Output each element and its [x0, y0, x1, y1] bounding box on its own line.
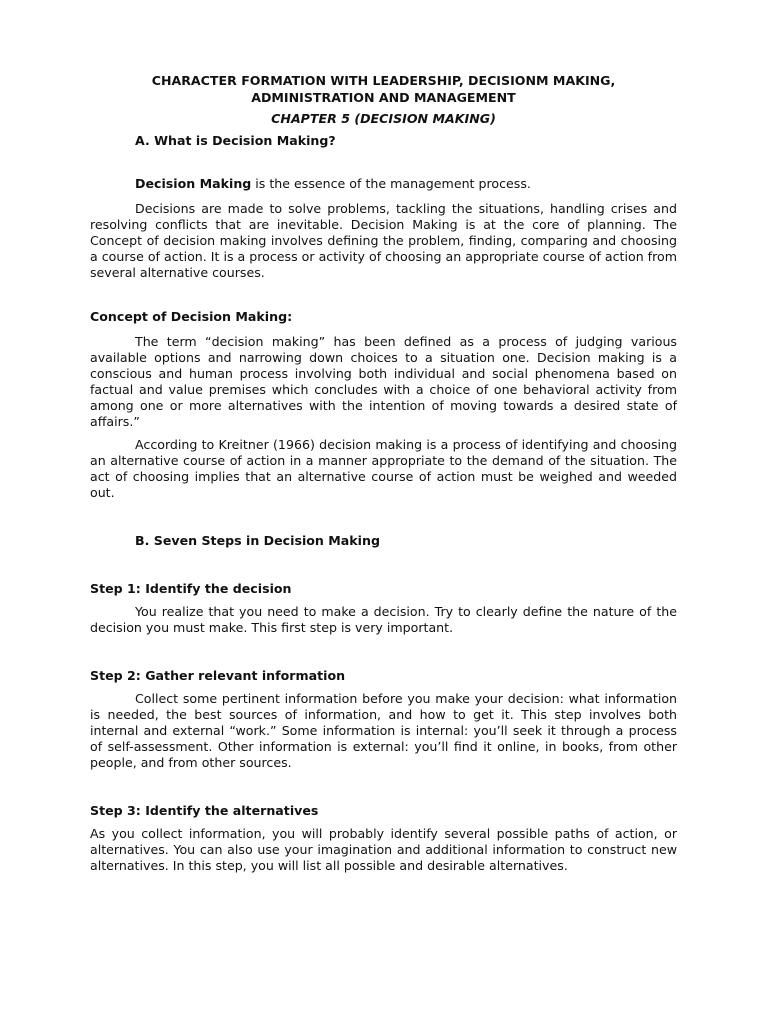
concept-paragraph-1: The term “decision making” has been defined as a process of judging various available options and narrowing down choices to a situation one. Decision making is a conscious and human process involving both individual and social phenomena based on factual and value premises which concludes with a choice of one behavioral activity from among one or more alternatives with the intention of moving towards a desired state of affairs.”: [90, 334, 677, 429]
section-a-heading: A. What is Decision Making?: [135, 133, 336, 148]
step-3-text: As you collect information, you will probably identify several possible paths of action, or alternatives. You can also use your imagination and additional information to construct new alternatives. In this step, you will list all possible and desirable alternatives.: [90, 826, 677, 873]
intro-paragraph: [90, 176, 677, 192]
section-b-heading: B. Seven Steps in Decision Making: [135, 533, 380, 548]
document-title-line-1: CHARACTER FORMATION WITH LEADERSHIP, DECISIONM MAKING,: [151, 73, 616, 88]
step-1-text: You realize that you need to make a decision. Try to clearly define the nature of the decision you must make. This first step is very important.: [90, 604, 677, 635]
chapter-heading: CHAPTER 5 (DECISION MAKING): [271, 111, 496, 126]
step-1-heading: Step 1: Identify the decision: [90, 581, 292, 596]
intro-text: is the essence of the management process.: [251, 176, 531, 191]
document-title-line-2: ADMINISTRATION AND MANAGEMENT: [251, 90, 516, 105]
step-2-text: Collect some pertinent information before you make your decision: what information is needed, the best sources of information, and how to get it. This step involves both internal and external “work.” Some information is internal: you’ll seek it through a process of self-assessment. Other information is external: you’ll find it online, in books, from other people, and from other sources.: [90, 691, 677, 770]
concept-heading: Concept of Decision Making:: [90, 309, 293, 324]
paragraph-decisions: Decisions are made to solve problems, tackling the situations, handling crises and resolving conflicts that are inevitable. Decision Making is at the core of planning. The Concept of decision making involves defining the problem, finding, comparing and choosing a course of action. It is a process or activity of choosing an appropriate course of action from several alternative courses.: [90, 201, 677, 280]
concept-paragraph-2: According to Kreitner (1966) decision making is a process of identifying and choosing an alternative course of action in a manner appropriate to the demand of the situation. The act of choosing implies that an alternative course of action must be weighed and weeded out.: [90, 437, 677, 500]
intro-bold-term: Decision Making: [135, 176, 252, 191]
step-2-heading: Step 2: Gather relevant information: [90, 668, 346, 683]
step-3-heading: Step 3: Identify the alternatives: [90, 803, 319, 818]
